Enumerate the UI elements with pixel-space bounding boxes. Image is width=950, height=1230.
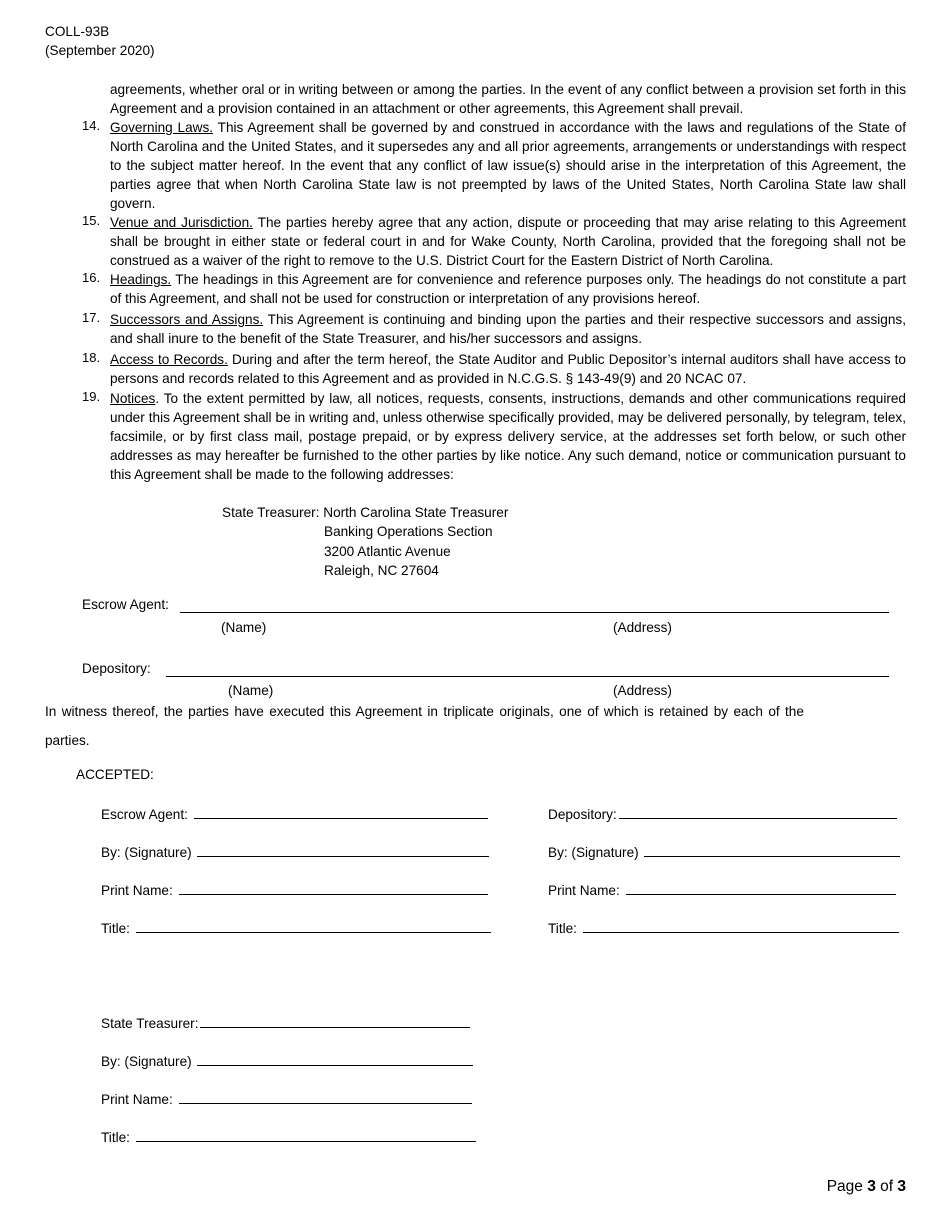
escrow-agent-name-caption: (Name) bbox=[221, 620, 267, 635]
sig-label: By: (Signature) bbox=[101, 845, 196, 860]
escrow-agent-title bbox=[101, 919, 491, 936]
sig-label: Title: bbox=[101, 1130, 134, 1145]
address-label: State Treasurer: bbox=[222, 505, 324, 520]
section-number: 15. bbox=[82, 213, 101, 228]
depository-name-caption: (Name) bbox=[228, 683, 274, 698]
state-treasurer-title bbox=[101, 1128, 476, 1145]
continuation-paragraph: agreements, whether oral or in writing between or among the parties. In the event of any conflict between a provision set forth in this Agreement and a provision contained in an attachment or other agreements, this Agreement shall prevail. bbox=[110, 82, 906, 117]
section-title: Successors and Assigns. bbox=[110, 312, 264, 327]
sig-blank[interactable] bbox=[197, 843, 489, 857]
form-date: (September 2020) bbox=[45, 43, 155, 58]
escrow-agent-line[interactable] bbox=[180, 612, 889, 613]
sig-label: Title: bbox=[548, 921, 581, 936]
accepted-label: ACCEPTED: bbox=[76, 767, 154, 782]
sig-blank[interactable] bbox=[619, 805, 897, 819]
section-title: Venue and Jurisdiction. bbox=[110, 215, 253, 230]
sig-label: State Treasurer: bbox=[101, 1016, 199, 1031]
section-number: 19. bbox=[82, 389, 101, 404]
sig-blank[interactable] bbox=[644, 843, 900, 857]
section-number: 18. bbox=[82, 350, 101, 365]
section-text: . To the extent permitted by law, all notices, requests, consents, instructions, demands and other communications required under this Agreement shall be in writing and, unless otherwise specifically provided, may be delivered personally, by telegram, telex, facsimile, or by first class mail, postage prepaid, or by express delivery service, at the addresses set forth below, or such other addresses as may hereafter be furnished to the other parties by like notice. Any such demand, notice or communication pursuant to this Agreement shall be made to the following addresses: bbox=[110, 391, 906, 483]
page-total: 3 bbox=[897, 1178, 906, 1195]
section-text: During and after the term hereof, the State Auditor and Public Depositor’s internal auditors shall have access to persons and records related to this Agreement and as provided in N.C.G.S. § 143-49(9) and 20 NCAC 07. bbox=[110, 352, 906, 387]
section-text: The parties hereby agree that any action, dispute or proceeding that may arise relating to this Agreement shall be brought in either state or federal court in and for Wake County, North Carolina, provided that the foregoing shall not be construed as a waiver of the right to remove to the U.S. District Court for the Eastern District of North Carolina. bbox=[110, 215, 906, 269]
section-text: This Agreement is continuing and binding upon the parties and their respective successors and assigns, and shall inure to the benefit of the State Treasurer, and his/her successors and assigns. bbox=[110, 312, 906, 347]
sig-label: Escrow Agent: bbox=[101, 807, 192, 822]
form-id: COLL-93B bbox=[45, 24, 110, 39]
sig-blank[interactable] bbox=[194, 805, 488, 819]
section-text: This Agreement shall be governed by and construed in accordance with the laws and regulations of the State of North Carolina and the United States, and it supersedes any and all prior agreements, arrangements or understandings with respect to the subject matter hereof. In the event that any conflict of law issue(s) should arise in the interpretation of this Agreement, the parties agree that when North Carolina State law is not preempted by laws of the United States, North Carolina State law shall govern. bbox=[110, 120, 906, 212]
sig-label: Print Name: bbox=[101, 1092, 177, 1107]
escrow-agent-print-name bbox=[101, 881, 488, 898]
state-treasurer-address bbox=[222, 503, 508, 580]
sig-label: Depository: bbox=[548, 807, 617, 822]
escrow-agent-signature bbox=[101, 843, 489, 860]
depository-title bbox=[548, 919, 899, 936]
sig-blank[interactable] bbox=[136, 1128, 476, 1142]
sig-label: Print Name: bbox=[548, 883, 624, 898]
form-header bbox=[45, 22, 155, 60]
section-title: Notices bbox=[110, 391, 156, 406]
depository-label: Depository: bbox=[82, 661, 151, 676]
sig-blank[interactable] bbox=[136, 919, 491, 933]
depository-signature-entity bbox=[548, 805, 897, 822]
sig-blank[interactable] bbox=[200, 1014, 470, 1028]
depository-print-name bbox=[548, 881, 896, 898]
sig-blank[interactable] bbox=[179, 1090, 472, 1104]
depository-address-caption: (Address) bbox=[613, 683, 672, 698]
depository-line[interactable] bbox=[166, 676, 889, 677]
page-of: of bbox=[875, 1178, 898, 1195]
section-number: 14. bbox=[82, 118, 101, 133]
sig-label: By: (Signature) bbox=[101, 1054, 196, 1069]
state-treasurer-signature-entity bbox=[101, 1014, 470, 1031]
witness-text-cont: parties. bbox=[45, 733, 90, 748]
sig-blank[interactable] bbox=[583, 919, 899, 933]
escrow-agent-signature-entity bbox=[101, 805, 488, 822]
section-title: Headings. bbox=[110, 272, 172, 287]
sig-label: Title: bbox=[101, 921, 134, 936]
page-current: 3 bbox=[867, 1178, 876, 1195]
section-text: The headings in this Agreement are for convenience and reference purposes only. The headings do not constitute a part of this Agreement, and shall not be used for construction or interpretation of any provisions hereof. bbox=[110, 272, 906, 307]
escrow-agent-address-caption: (Address) bbox=[613, 620, 672, 635]
section-number: 16. bbox=[82, 270, 101, 285]
address-line: North Carolina State Treasurer bbox=[323, 505, 509, 520]
depository-signature bbox=[548, 843, 900, 860]
state-treasurer-signature bbox=[101, 1052, 473, 1069]
section-title: Access to Records. bbox=[110, 352, 228, 367]
section-title: Governing Laws. bbox=[110, 120, 214, 135]
state-treasurer-print-name bbox=[101, 1090, 472, 1107]
sig-blank[interactable] bbox=[626, 881, 896, 895]
page-prefix: Page bbox=[826, 1178, 868, 1195]
address-line: 3200 Atlantic Avenue bbox=[324, 543, 451, 559]
sig-blank[interactable] bbox=[179, 881, 488, 895]
sig-blank[interactable] bbox=[197, 1052, 473, 1066]
section-number: 17. bbox=[82, 310, 101, 325]
address-line: Raleigh, NC 27604 bbox=[324, 562, 439, 578]
address-line: Banking Operations Section bbox=[324, 524, 493, 540]
page-number bbox=[827, 1178, 906, 1196]
sig-label: By: (Signature) bbox=[548, 845, 643, 860]
witness-text: In witness thereof, the parties have executed this Agreement in triplicate originals, one of which is retained by each of the bbox=[45, 704, 804, 719]
sig-label: Print Name: bbox=[101, 883, 177, 898]
escrow-agent-label: Escrow Agent: bbox=[82, 597, 169, 612]
